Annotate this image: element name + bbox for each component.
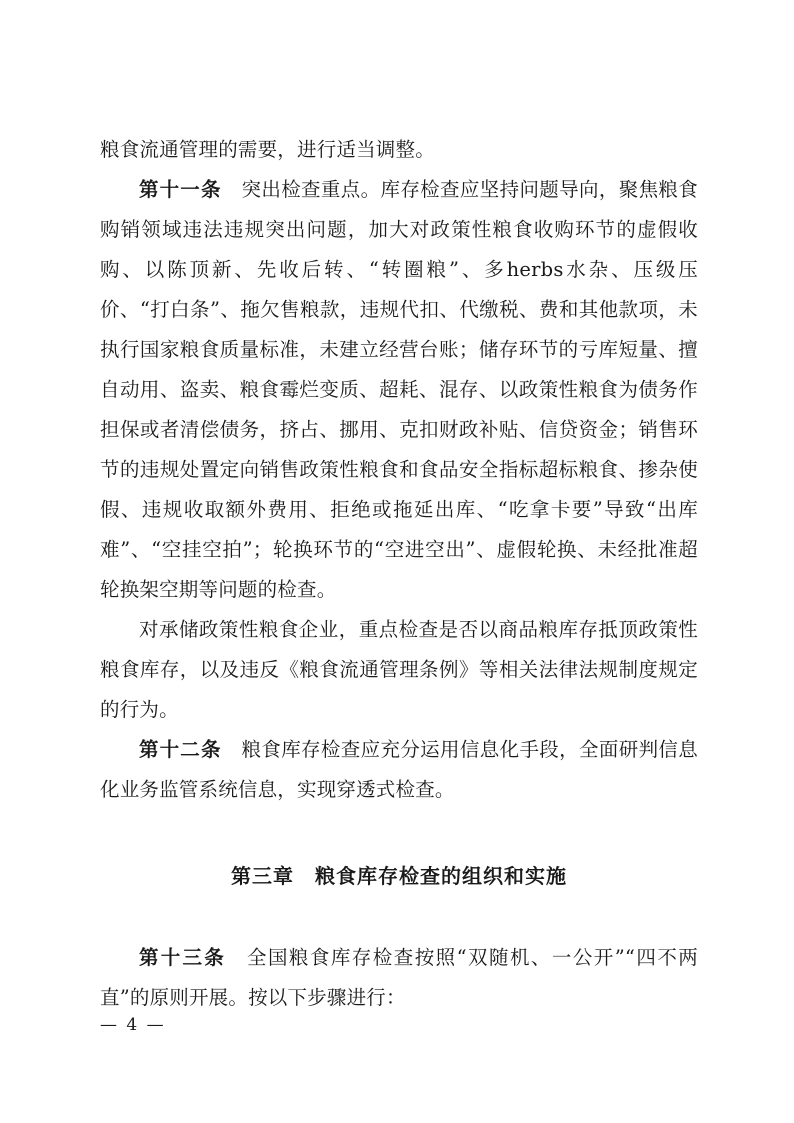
article-label-11: 第十一条 xyxy=(139,178,222,201)
paragraph-text: 对承储政策性粮食企业，重点检查是否以商品粮库存抵顶政策性粮食库存，以及违反《粮食流通管理条例》等相关法律法规制度规定的行为。 xyxy=(100,618,698,721)
paragraph-continuation xyxy=(100,130,698,170)
paragraph-article-12 xyxy=(100,730,698,810)
paragraph-policy-storage xyxy=(100,610,698,730)
paragraph-text: 全国粮食库存检查按照“双随机、一公开”“四不两直”的原则开展。按以下步骤进行： xyxy=(100,946,698,1009)
paragraph-article-11 xyxy=(100,170,698,610)
paragraph-text: 粮食库存检查应充分运用信息化手段，全面研判信息化业务监管系统信息，实现穿透式检查。 xyxy=(100,738,698,801)
chapter-heading: 第三章 粮食库存检查的组织和实施 xyxy=(231,864,567,888)
paragraph-text: 突出检查重点。库存检查应坚持问题导向，聚焦粮食购销领域违法违规突出问题，加大对政策性粮食收购环节的虚假收购、以陈顶新、先收后转、“转圈粮”、多herbs水杂、压级压价、“打白条”、拖欠售粮款，违规代扣、代缴税、费和其他款项，未执行国家粮食质量标准，未建立经营台账；储存环节的亏库短量、擅自动用、盗卖、粮食霉烂变质、超耗、混存、以政策性粮食为债务作担保或者清偿债务，挤占、挪用、克扣财政补贴、信贷资金；销售环节的违规处置定向销售政策性粮食和食品安全指标超标粮食、掺杂使假、违规收取额外费用、拒绝或拖延出库、“吃拿卡要”导致“出库难”、“空挂空拍”；轮换环节的“空进空出”、虚假轮换、未经批准超轮换架空期等问题的检查。 xyxy=(100,178,698,601)
spacer-before-chapter xyxy=(100,810,698,856)
page-number: — 4 — xyxy=(100,1015,166,1035)
paragraph-article-13 xyxy=(100,938,698,1018)
article-label-13: 第十三条 xyxy=(139,946,227,969)
paragraph-text: 粮食流通管理的需要，进行适当调整。 xyxy=(100,138,435,161)
document-body xyxy=(100,130,698,1018)
spacer-after-chapter xyxy=(100,896,698,938)
article-label-12: 第十二条 xyxy=(139,738,222,761)
